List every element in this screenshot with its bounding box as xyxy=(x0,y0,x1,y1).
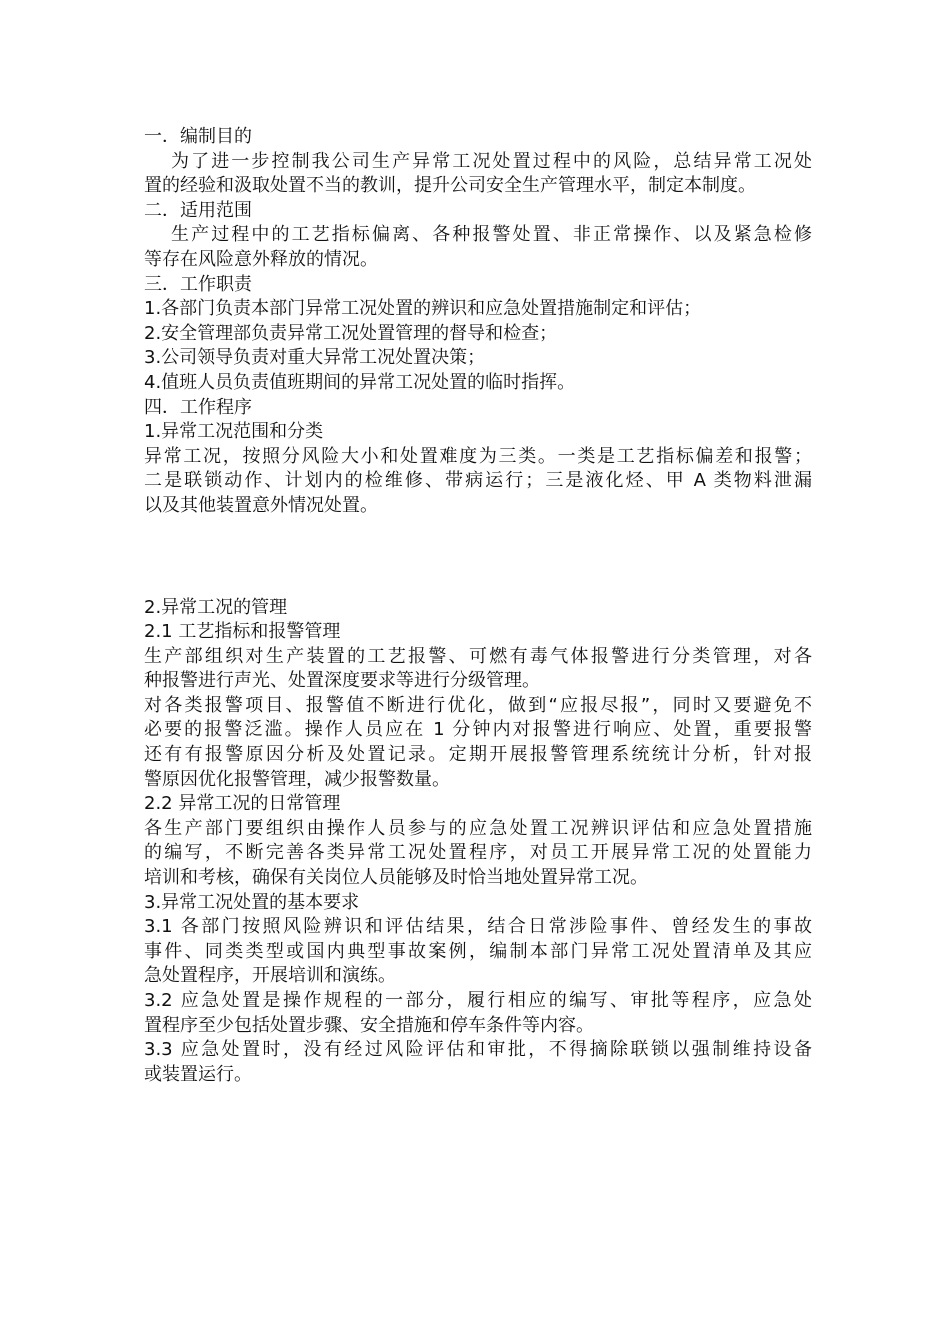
daily-management-line: 的编写，不断完善各类异常工况处置程序，对员工开展异常工况的处置能力 xyxy=(144,842,812,864)
requirement-3-3-line: 3.3 应急处置时，没有经过风险评估和审批，不得摘除联锁以强制维持设备 xyxy=(144,1039,812,1061)
responsibility-item: 1.各部门负责本部门异常工况处置的辨识和应急处置措施制定和评估； xyxy=(144,298,702,320)
alarm-optimization-line: 必要的报警泛滥。操作人员应在 1 分钟内对报警进行响应、处置，重要报警 xyxy=(144,719,812,741)
requirement-3-3-line: 或装置运行。 xyxy=(144,1063,252,1085)
subsection-heading-management: 2.异常工况的管理 xyxy=(144,596,288,618)
responsibility-item: 2.安全管理部负责异常工况处置管理的督导和检查； xyxy=(144,322,558,344)
alarm-optimization-line: 还有有报警原因分析及处置记录。定期开展报警管理系统统计分析，针对报 xyxy=(144,744,812,766)
subsection-heading-alarm-management: 2.1 工艺指标和报警管理 xyxy=(144,621,341,643)
purpose-paragraph-line: 为了进一步控制我公司生产异常工况处置过程中的风险，总结异常工况处 xyxy=(171,150,812,172)
scope-paragraph-line: 生产过程中的工艺指标偏离、各种报警处置、非正常操作、以及紧急检修 xyxy=(171,224,812,246)
subsection-heading-scope-classification: 1.异常工况范围和分类 xyxy=(144,421,324,443)
classification-paragraph-line: 二是联锁动作、计划内的检维修、带病运行；三是液化烃、甲 A 类物料泄漏 xyxy=(144,470,812,492)
alarm-optimization-line: 对各类报警项目、报警值不断进行优化，做到“应报尽报”，同时又要避免不 xyxy=(144,694,812,716)
requirement-3-1-line: 急处置程序，开展培训和演练。 xyxy=(144,965,396,987)
section-heading-responsibilities: 三．工作职责 xyxy=(144,273,252,295)
requirement-3-2-line: 3.2 应急处置是操作规程的一部分，履行相应的编写、审批等程序，应急处 xyxy=(144,990,812,1011)
requirement-3-1-line: 事件、同类类型或国内典型事故案例，编制本部门异常工况处置清单及其应 xyxy=(144,940,812,962)
scope-paragraph-line: 等存在风险意外释放的情况。 xyxy=(144,248,378,270)
daily-management-line: 各生产部门要组织由操作人员参与的应急处置工况辨识评估和应急处置措施 xyxy=(144,817,812,839)
section-heading-procedure: 四．工作程序 xyxy=(144,396,252,418)
alarm-paragraph-line: 生产部组织对生产装置的工艺报警、可燃有毒气体报警进行分类管理，对各 xyxy=(144,645,812,667)
responsibility-item: 3.公司领导负责对重大异常工况处置决策； xyxy=(144,347,486,369)
responsibility-item: 4.值班人员负责值班期间的异常工况处置的临时指挥。 xyxy=(144,371,576,393)
document-page xyxy=(144,125,812,1087)
daily-management-line: 培训和考核，确保有关岗位人员能够及时恰当地处置异常工况。 xyxy=(144,867,648,889)
alarm-optimization-line: 警原因优化报警管理，减少报警数量。 xyxy=(144,768,450,790)
purpose-paragraph-line: 置的经验和汲取处置不当的教训，提升公司安全生产管理水平，制定本制度。 xyxy=(144,175,756,197)
classification-paragraph-line: 异常工况，按照分风险大小和处置难度为三类。一类是工艺指标偏差和报警； xyxy=(144,445,812,467)
blank-space xyxy=(144,519,812,596)
requirement-3-1-line: 3.1 各部门按照风险辨识和评估结果，结合日常涉险事件、曾经发生的事故 xyxy=(144,916,812,938)
section-heading-purpose: 一．编制目的 xyxy=(144,126,252,147)
section-heading-scope: 二．适用范围 xyxy=(144,199,252,221)
alarm-paragraph-line: 种报警进行声光、处置深度要求等进行分级管理。 xyxy=(144,670,540,692)
requirement-3-2-line: 置程序至少包括处置步骤、安全措施和停车条件等内容。 xyxy=(144,1014,594,1036)
subsection-heading-daily-management: 2.2 异常工况的日常管理 xyxy=(144,793,341,815)
classification-paragraph-line: 以及其他装置意外情况处置。 xyxy=(144,494,378,516)
subsection-heading-basic-requirements: 3.异常工况处置的基本要求 xyxy=(144,891,360,913)
